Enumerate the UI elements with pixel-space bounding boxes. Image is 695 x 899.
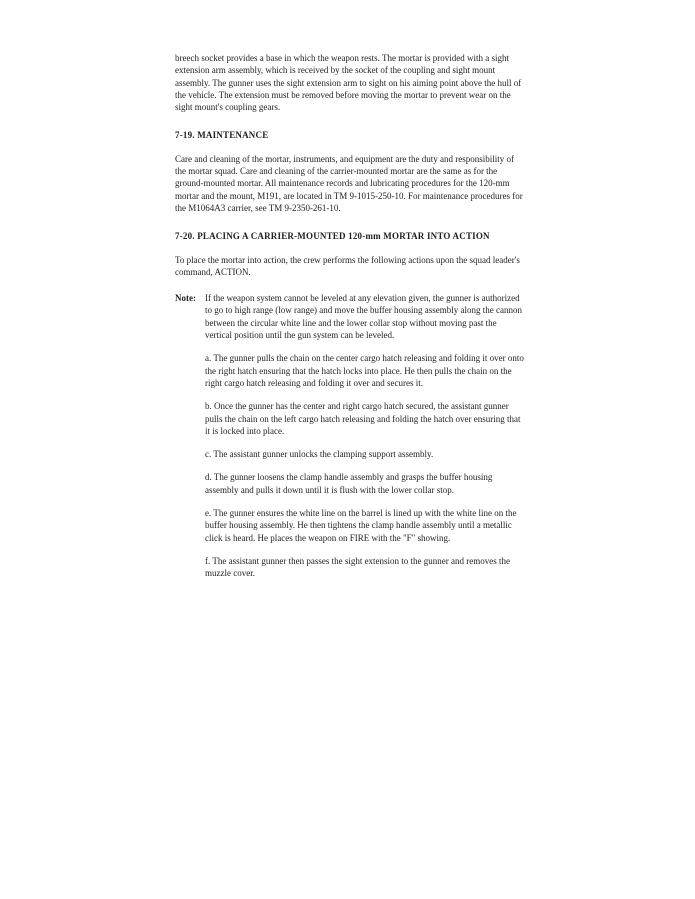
step-f xyxy=(175,555,525,580)
step-b-label: b. xyxy=(205,401,212,412)
step-c-text: The assistant gunner unlocks the clamping support assembly. xyxy=(213,449,434,460)
placing-intro-paragraph: To place the mortar into action, the crew performs the following actions upon the squad leader's command, ACTION. xyxy=(175,254,520,277)
step-e-label: e. xyxy=(205,508,212,519)
step-e xyxy=(175,507,525,544)
step-a xyxy=(175,352,525,389)
step-d xyxy=(175,471,525,496)
intro-paragraph: breech socket provides a base in which the weapon rests. The mortar is provided with a sight extension arm assembly, which is received by the socket of the coupling and sight mount assembly. The gunner uses the sight extension arm to sight on his aiming point above the hull of the vehicle. The extension must be removed before moving the mortar to prevent wear on the sight mount's coupling gears. xyxy=(175,53,522,113)
step-e-text: The gunner ensures the white line on the barrel is lined up with the white line on the buffer housing assembly. He then tightens the clamp handle assembly until a metallic click is heard. He places the weapon on FIRE with the "F" showing. xyxy=(205,508,517,543)
step-a-text: The gunner pulls the chain on the center cargo hatch releasing and folding it over onto the right hatch ensuring that the hatch locks into place. He then pulls the chain on the right cargo hatch releasing and folding it over and secures it. xyxy=(205,353,524,388)
step-f-text: The assistant gunner then passes the sight extension to the gunner and removes the muzzle cover. xyxy=(205,555,511,579)
note-text: If the weapon system cannot be leveled at any elevation given, the gunner is authorized to go to high range (low range) and move the buffer housing assembly along the cannon between the circular white line and the lower collar stop without moving past the vertical position until the gun system can be leveled. xyxy=(205,293,523,341)
step-c-label: c. xyxy=(205,449,212,460)
step-d-label: d. xyxy=(205,472,212,483)
step-b-text: Once the gunner has the center and right cargo hatch secured, the assistant gunner pulls the chain on the left cargo hatch releasing and folding the hatch over ensuring that it is locked into place. xyxy=(205,401,521,436)
section-heading-placing-into-action: 7-20. PLACING A CARRIER-MOUNTED 120-mm MORTAR INTO ACTION xyxy=(175,231,490,242)
step-b xyxy=(175,400,525,437)
step-c xyxy=(175,448,525,460)
maintenance-paragraph: Care and cleaning of the mortar, instruments, and equipment are the duty and responsibility of the mortar squad. Care and cleaning of the carrier-mounted mortar are the same as for the ground-mounted mortar. All maintenance records and lubricating procedures for the 120-mm mortar and the mount, M191, are located in TM 9-1015-250-10. For maintenance procedures for the M1064A3 carrier, see TM 9-2350-261-10. xyxy=(175,153,523,213)
step-f-label: f. xyxy=(205,555,211,566)
note-block xyxy=(175,292,525,341)
note-label: Note: xyxy=(175,293,196,304)
step-d-text: The gunner loosens the clamp handle assembly and grasps the buffer housing assembly and pulls it down until it is flush with the lower collar stop. xyxy=(205,472,493,495)
step-a-label: a. xyxy=(205,353,212,364)
page-text-column xyxy=(175,52,525,580)
section-heading-maintenance: 7-19. MAINTENANCE xyxy=(175,130,269,141)
